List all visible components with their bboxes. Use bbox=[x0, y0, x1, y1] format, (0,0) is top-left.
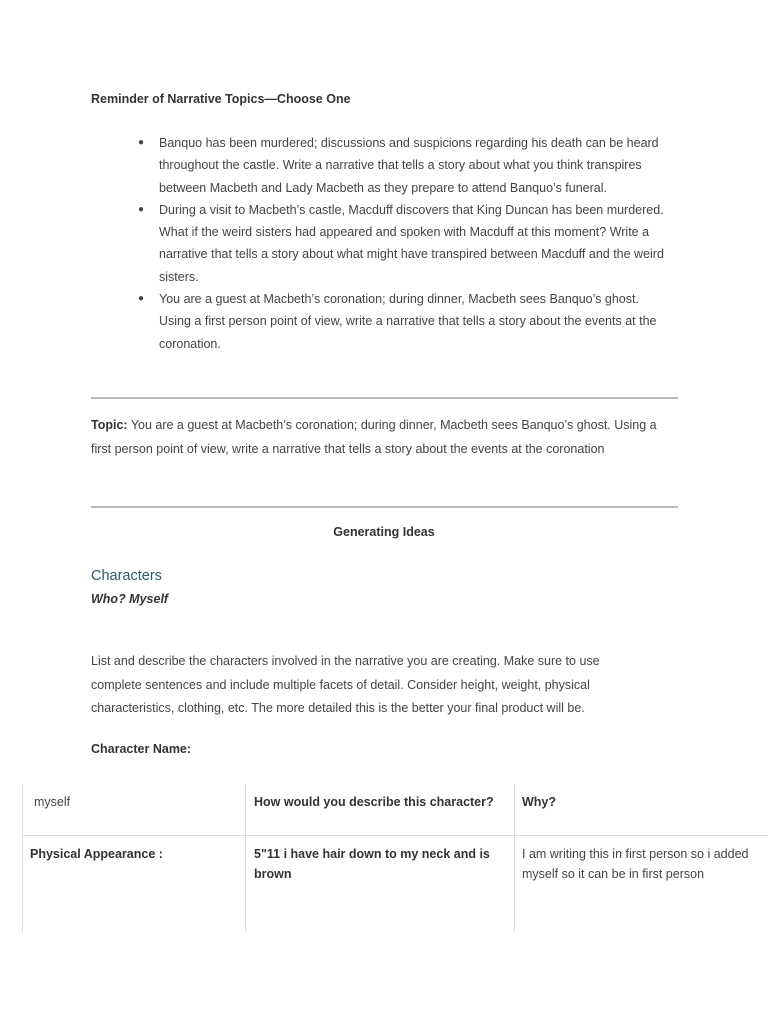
table-border bbox=[22, 835, 768, 836]
row-label: Physical Appearance : bbox=[30, 847, 163, 861]
topic-text: During a visit to Macbeth’s castle, Macduff discovers that King Duncan has been murdered. What if the weird sisters had appeared and spoken with Macduff at this moment? Write a narrative that tells a story about what might have transpired between Macduff and the weird sisters. bbox=[159, 202, 664, 284]
list-item bbox=[138, 132, 671, 199]
table-border bbox=[245, 784, 246, 932]
bullet-icon: ● bbox=[138, 137, 145, 148]
row-why: I am writing this in first person so i added myself so it can be in first person bbox=[522, 847, 749, 881]
column-header-why: Why? bbox=[522, 795, 557, 809]
section-title: Generating Ideas bbox=[333, 525, 435, 539]
topic-label: Topic: bbox=[91, 418, 128, 432]
row-description: 5"11 i have hair down to my neck and is brown bbox=[254, 847, 490, 881]
instructions-paragraph: List and describe the characters involved in the narrative you are creating. Make sure to use complete sentences and include multiple facets of detail. Consider height, weight, physical characteristics, clothing, etc. The more detailed this is the better your final product will be. bbox=[91, 654, 600, 715]
column-header-describe: How would you describe this character? bbox=[254, 795, 494, 809]
topic-list bbox=[91, 132, 671, 355]
character-name-value: myself bbox=[34, 795, 71, 809]
list-item bbox=[138, 199, 671, 288]
character-name-label: Character Name: bbox=[91, 742, 192, 756]
bullet-icon: ● bbox=[138, 203, 145, 215]
table-border bbox=[22, 784, 23, 932]
reminder-heading: Reminder of Narrative Topics—Choose One bbox=[91, 92, 351, 106]
topic-text: You are a guest at Macbeth’s coronation; during dinner, Macbeth sees Banquo’s ghost. Using a first person point of view, write a narrative that tells a story about the events at the coronation bbox=[91, 418, 657, 456]
chosen-topic bbox=[91, 414, 666, 461]
divider bbox=[91, 397, 678, 399]
divider bbox=[91, 506, 678, 508]
characters-heading: Characters bbox=[91, 568, 162, 584]
character-table bbox=[22, 784, 768, 932]
topic-text: You are a guest at Macbeth’s coronation; during dinner, Macbeth sees Banquo’s ghost. Using a first person point of view, write a narrative that tells a story about the events at the coronation. bbox=[159, 292, 657, 351]
who-subheading: Who? Myself bbox=[91, 592, 169, 606]
topic-text: Banquo has been murdered; discussions and suspicions regarding his death can be heard throughout the castle. Write a narrative that tells a story about what you think transpires between Macbeth and Lady Macbeth as they prepare to attend Banquo’s funeral. bbox=[159, 136, 659, 195]
table-border bbox=[514, 784, 515, 932]
bullet-icon: ● bbox=[138, 293, 145, 305]
list-item bbox=[138, 288, 671, 355]
